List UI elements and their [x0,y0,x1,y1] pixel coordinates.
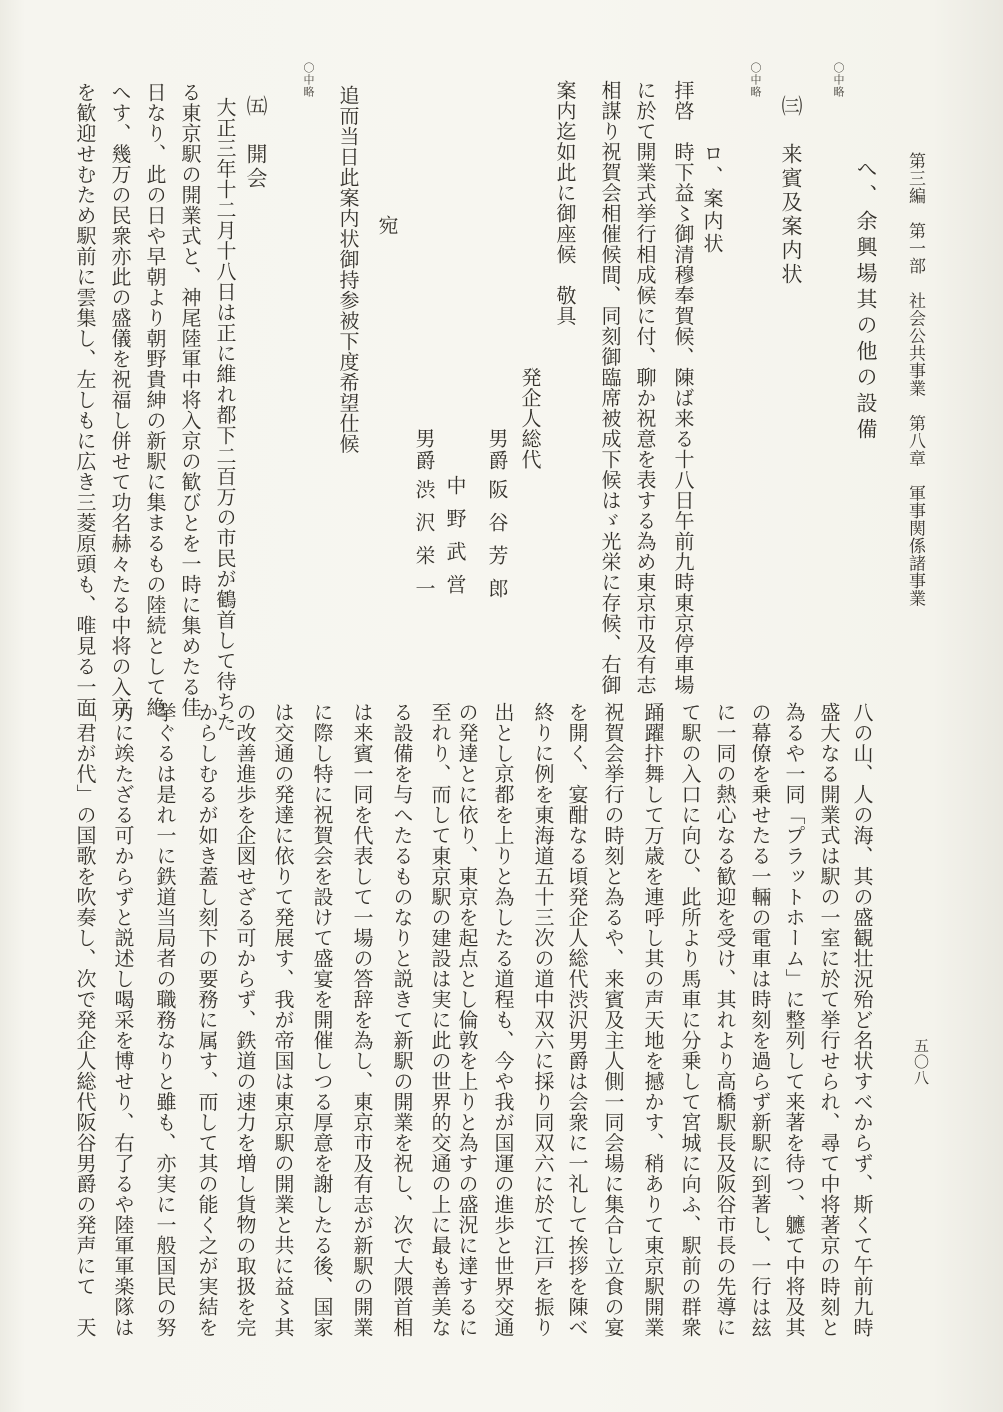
letter-line: 拝啓 時下益〻御清穆奉賀候、陳ば来る十八日午前九時東京停車場 [671,80,695,695]
sender-name: 中野武営 [443,475,467,607]
omission-marker: 〇中略 [832,62,845,98]
opening-heading: ㈤ 開会 [244,95,268,191]
body-line: 力に竢たざる可からずと説述し喝采を博せり、右了るや陸軍軍楽隊は [111,702,135,1338]
body-line: に際し特に祝賀会を設けて盛宴を開催しつる厚意を謝したる後、国家 [310,702,334,1338]
section-heading: へ、余興場其の他の設備 [854,158,878,444]
body-line: を開く、宴酣なる頃発企人総代渋沢男爵は会衆に一礼して挨拶を陳べ [565,702,589,1338]
body-line: の改善進歩を企図せざる可からず、鉄道の速力を増し貨物の取扱を完 [233,702,257,1338]
body-line: 盛大なる開業式は駅の一室に於て挙行せられ、尋て中将著京の時刻と [817,702,841,1338]
body-line: は来賓一同を代表して一場の答辞を為し、東京市及有志が新駅の開業 [350,702,374,1338]
sender-name: 阪谷芳郎 [485,479,509,611]
running-head: 第三編 第一部 社会公共事業 第八章 軍事関係諸事業 [905,152,925,607]
sender-honorific: 男爵 [412,428,436,472]
body-line: に一同の熱心なる歓迎を受け、其れより高橋駅長及阪谷市長の先導に [713,702,737,1338]
body-line: 挙ぐるは是れ一に鉄道当局者の職務なりと雖も、亦実に一般国民の努 [153,702,177,1338]
letter-line: に於て開業式挙行相成候に付、聊か祝意を表する為め東京市及有志 [633,80,657,695]
body-line: る設備を与へたるものなりと説きて新駅の開業を祝し、次で大隈首相 [390,702,414,1338]
body-line: 踊躍抃舞して万歳を連呼し其の声天地を撼かす、稍ありて東京駅開業 [641,702,665,1338]
body-line: を歓迎せむため駅前に雲集し、左しもに広き三菱原頭も、唯見る一面 [73,82,97,718]
body-line: 大正三年十二月十八日は正に維れ都下二百万の市民が鶴首して待ちた [213,97,237,733]
body-line: 至れり、而して東京駅の建設は実に此の世界的交通の上に最も善美な [428,702,452,1338]
letter-closing: 案内迄如此に御座候 敬具 [553,80,577,326]
body-line: 祝賀会挙行の時刻と為るや、来賓及主人側一同会場に集合し立食の宴 [601,702,625,1338]
body-line: 為るや一同「プラットホーム」に整列して来著を待つ、軈て中将及其 [782,702,806,1338]
letter-line: 相謀り祝賀会相催候間、同刻御臨席被成下候はゞ光栄に存候、右御 [598,80,622,695]
body-line: 終りに例を東海道五十三次の道中双六に採り同双六に於て江戸を振り [531,702,555,1338]
subsection-heading: ㈢ 来賓及案内状 [779,95,803,287]
body-line: 出とし京都を上りと為したる道程も、今や我が国運の進歩と世界交通 [491,702,515,1338]
sender-honorific: 男爵 [485,428,509,472]
addressee-label: 宛 [375,215,399,236]
body-line: は交通の発達に依りて発展す、我が帝国は東京駅の開業と共に益〻其 [271,702,295,1338]
body-line: 「君が代」の国歌を吹奏し、次で発企人総代阪谷男爵の発声にて 天 [73,702,97,1338]
sender-line [442,475,468,607]
body-line: 日なり、此の日や早朝より朝野貴紳の新駅に集まるもの陸続として絶 [143,82,167,718]
omission-marker: 〇中略 [749,62,762,98]
body-line: 八の山、人の海、其の盛観壮況殆ど名状すべからず、斯くて午前九時 [850,702,874,1338]
body-line: る東京駅の開業式と、神尾陸軍中将入京の歓びとを一時に集めたる佳 [178,82,202,718]
sender-name: 渋沢栄一 [412,479,436,611]
body-line: へす、幾万の民衆亦此の盛儀を祝福し併せて功名赫々たる中将の入京 [108,82,132,718]
page-number: 五〇八 [912,1038,930,1086]
postscript-line: 追而当日此案内状御持参被下度希望仕候 [336,85,360,454]
sender-title: 発企人総代 [518,367,542,470]
omission-marker: 〇中略 [302,62,315,98]
body-line: の発達とに依り、東京を起点とし倫敦を上りと為すの盛況に達するに [455,702,479,1338]
body-line: の幕僚を乗せたる一輛の電車は時刻を過らず新駅に到著し、一行は玆 [748,702,772,1338]
body-line: からしむるが如き蓋し刻下の要務に属す、而して其の能く之が実結を [195,702,219,1338]
body-line: て駅の入口に向ひ、此所より馬車に分乗して宮城に向ふ、駅前の群衆 [678,702,702,1338]
sender-line [484,428,510,611]
sender-line [411,428,437,611]
letter-heading: ロ、案内状 [700,143,724,256]
